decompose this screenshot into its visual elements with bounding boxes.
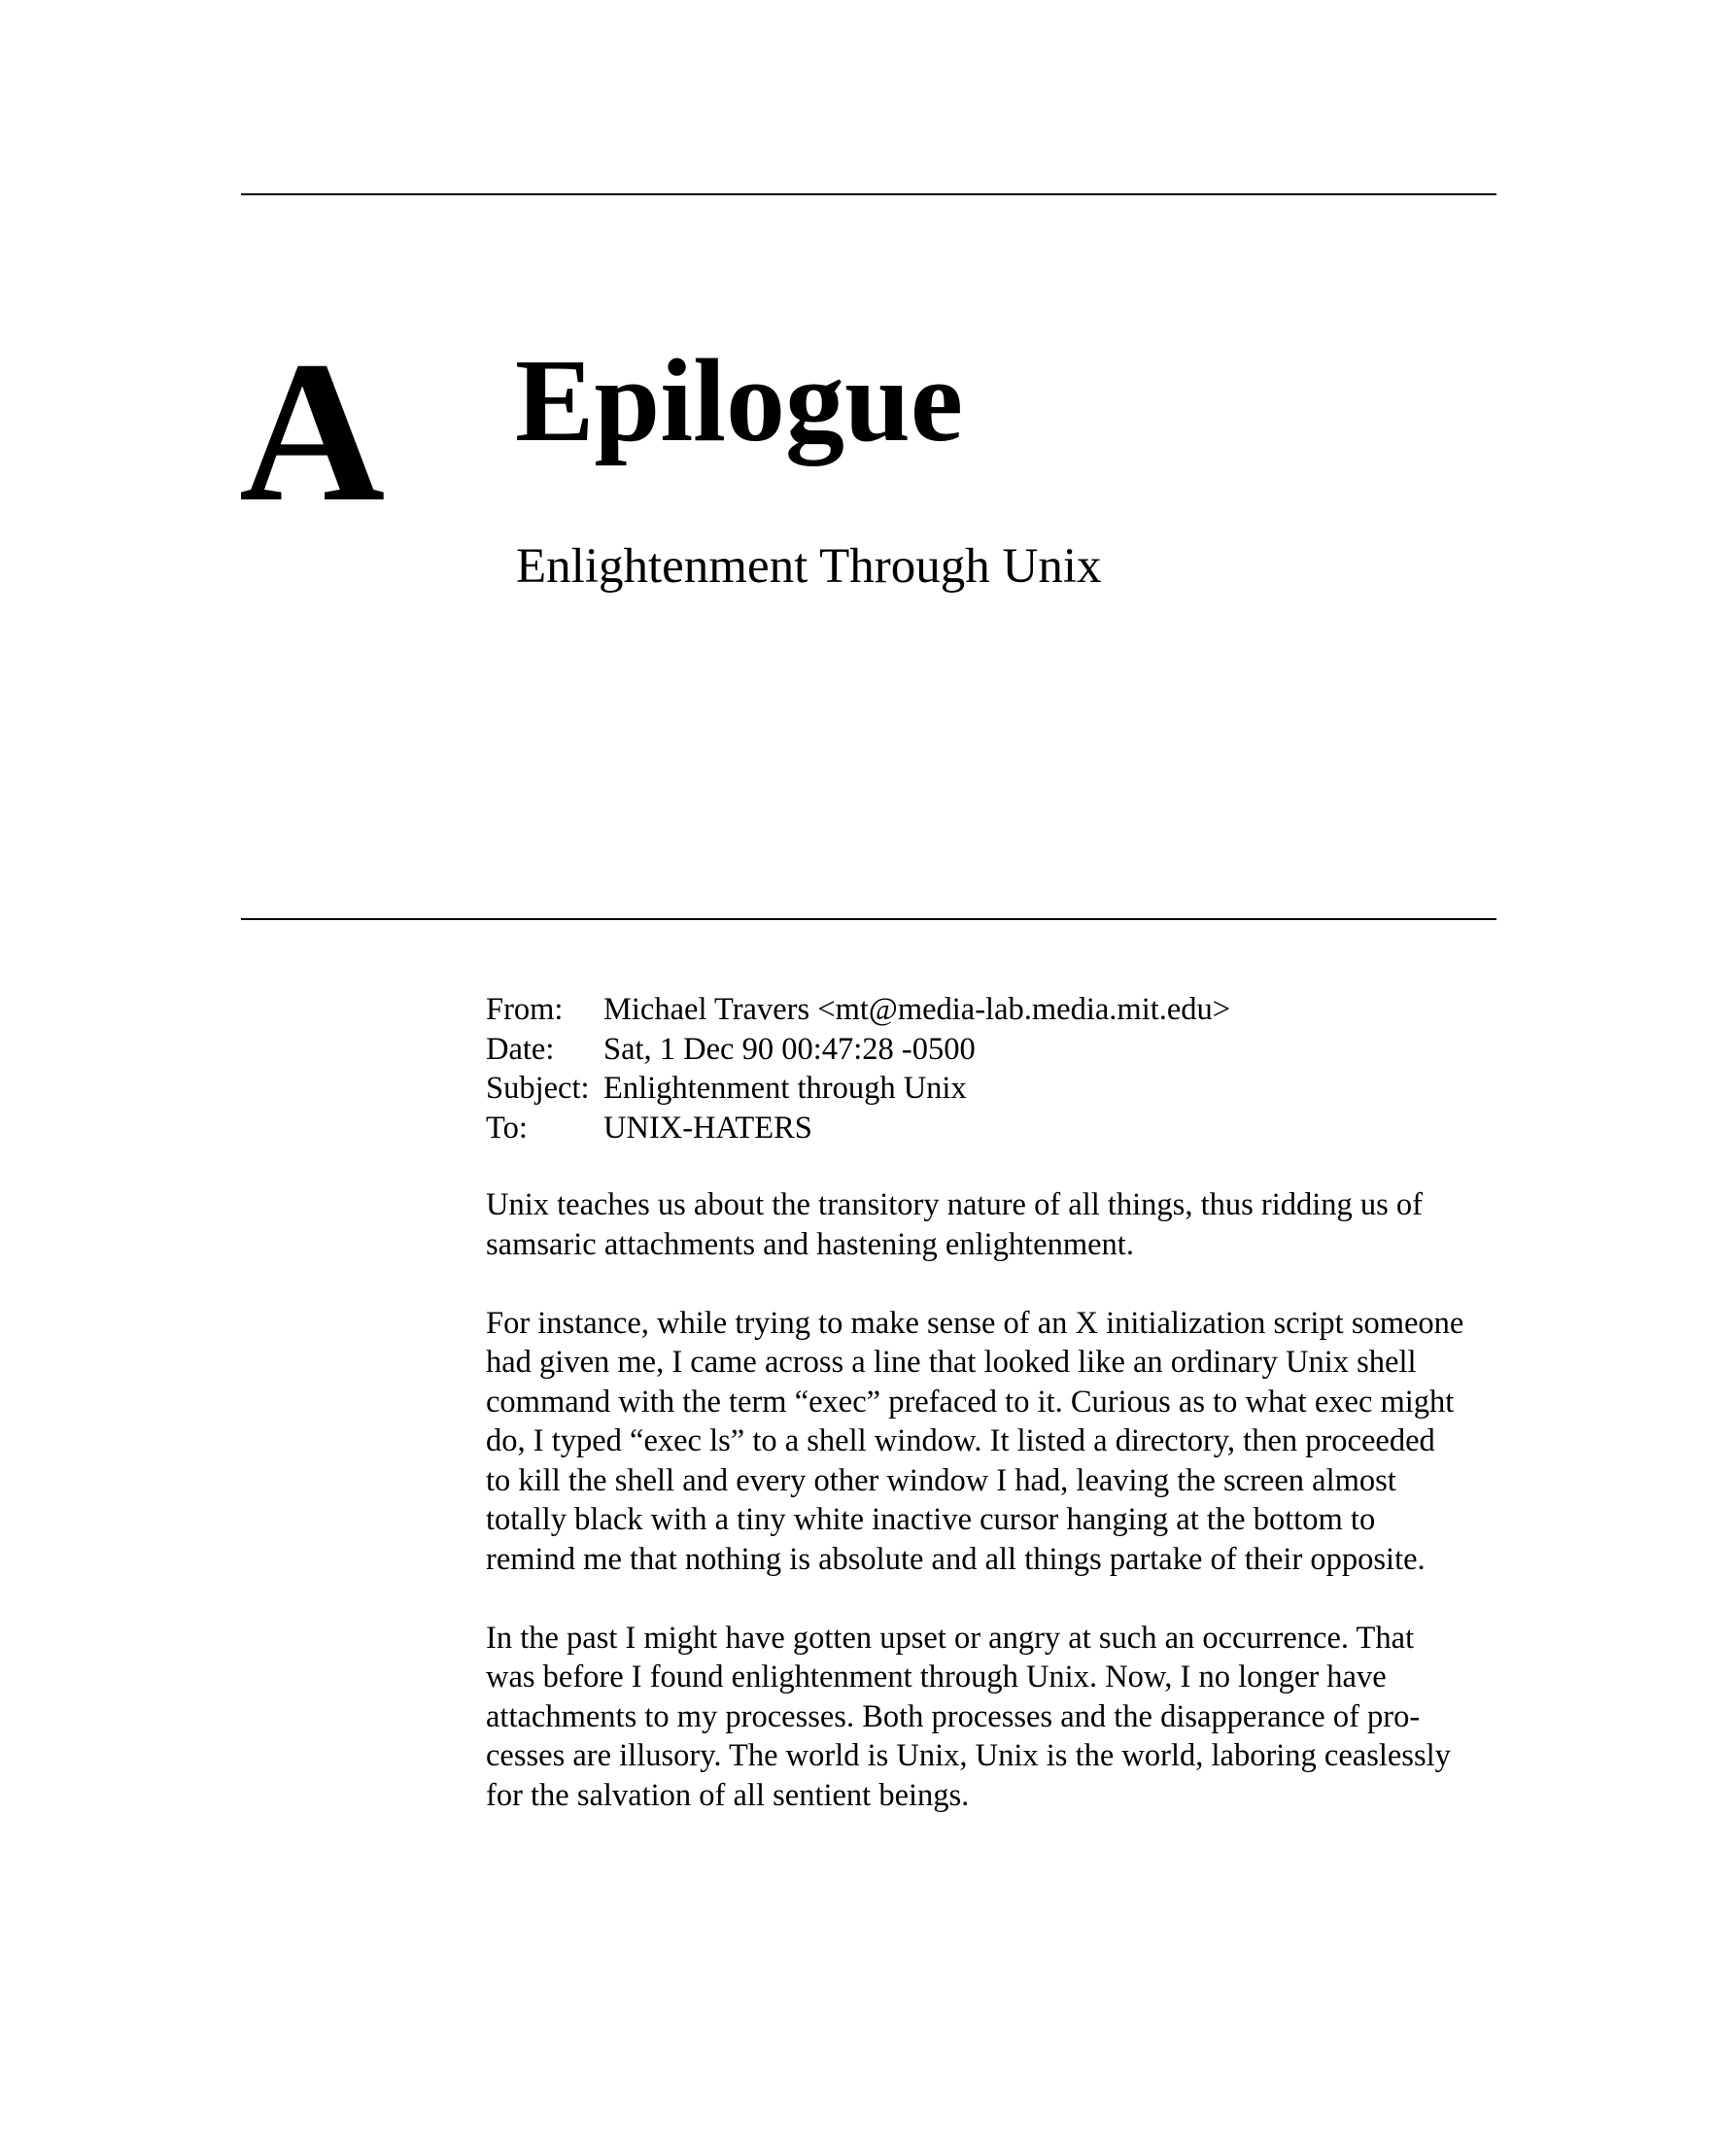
paragraph-2 bbox=[486, 1304, 1516, 1580]
email-body bbox=[486, 1185, 1516, 1855]
email-subject-label: Subject: bbox=[486, 1071, 590, 1106]
paragraph-line: cesses are illusory. The world is Unix, Unix is the world, laboring ceaslessly bbox=[486, 1738, 1451, 1773]
paragraph-line: remind me that nothing is absolute and all things partake of their opposite. bbox=[486, 1541, 1426, 1577]
top-horizontal-rule bbox=[241, 193, 1496, 195]
paragraph-line: attachments to my processes. Both processes and the disapperance of pro- bbox=[486, 1698, 1421, 1734]
paragraph-line: samsaric attachments and hastening enlightenment. bbox=[486, 1226, 1134, 1262]
paragraph-line: totally black with a tiny white inactive cursor hanging at the bottom to bbox=[486, 1502, 1376, 1537]
chapter-subtitle: Enlightenment Through Unix bbox=[516, 539, 1102, 594]
email-from-value: Michael Travers <mt@media-lab.media.mit.edu> bbox=[603, 992, 1231, 1027]
paragraph-line: for the salvation of all sentient beings. bbox=[486, 1777, 970, 1813]
paragraph-3 bbox=[486, 1619, 1516, 1816]
paragraph-line: do, I typed “exec ls” to a shell window. It listed a directory, then proceeded bbox=[486, 1423, 1435, 1458]
email-subject-row bbox=[486, 1069, 1230, 1109]
email-from-row bbox=[486, 990, 1230, 1030]
email-date-value: Sat, 1 Dec 90 00:47:28 -0500 bbox=[603, 1031, 976, 1067]
paragraph-line: Unix teaches us about the transitory nature of all things, thus ridding us of bbox=[486, 1187, 1423, 1222]
bottom-horizontal-rule bbox=[241, 918, 1496, 920]
email-subject-value: Enlightenment through Unix bbox=[603, 1071, 967, 1106]
paragraph-line: For instance, while trying to make sense of an X initialization script someone bbox=[486, 1305, 1464, 1341]
email-date-label: Date: bbox=[486, 1031, 555, 1067]
email-date-row bbox=[486, 1030, 1230, 1070]
email-to-row bbox=[486, 1109, 1230, 1148]
paragraph-line: had given me, I came across a line that looked like an ordinary Unix shell bbox=[486, 1345, 1417, 1380]
email-to-label: To: bbox=[486, 1110, 528, 1146]
paragraph-line: command with the term “exec” prefaced to it. Curious as to what exec might bbox=[486, 1384, 1455, 1420]
email-from-label: From: bbox=[486, 992, 564, 1027]
email-to-value: UNIX-HATERS bbox=[603, 1110, 812, 1146]
chapter-letter: A bbox=[239, 320, 386, 543]
paragraph-line: In the past I might have gotten upset or angry at such an occurrence. That bbox=[486, 1620, 1415, 1656]
paragraph-1 bbox=[486, 1185, 1516, 1264]
paragraph-line: was before I found enlightenment through Unix. Now, I no longer have bbox=[486, 1660, 1387, 1694]
paragraph-line: to kill the shell and every other window I had, leaving the screen almost bbox=[486, 1462, 1396, 1498]
email-header bbox=[486, 990, 1230, 1147]
chapter-title: Epilogue bbox=[515, 335, 964, 466]
